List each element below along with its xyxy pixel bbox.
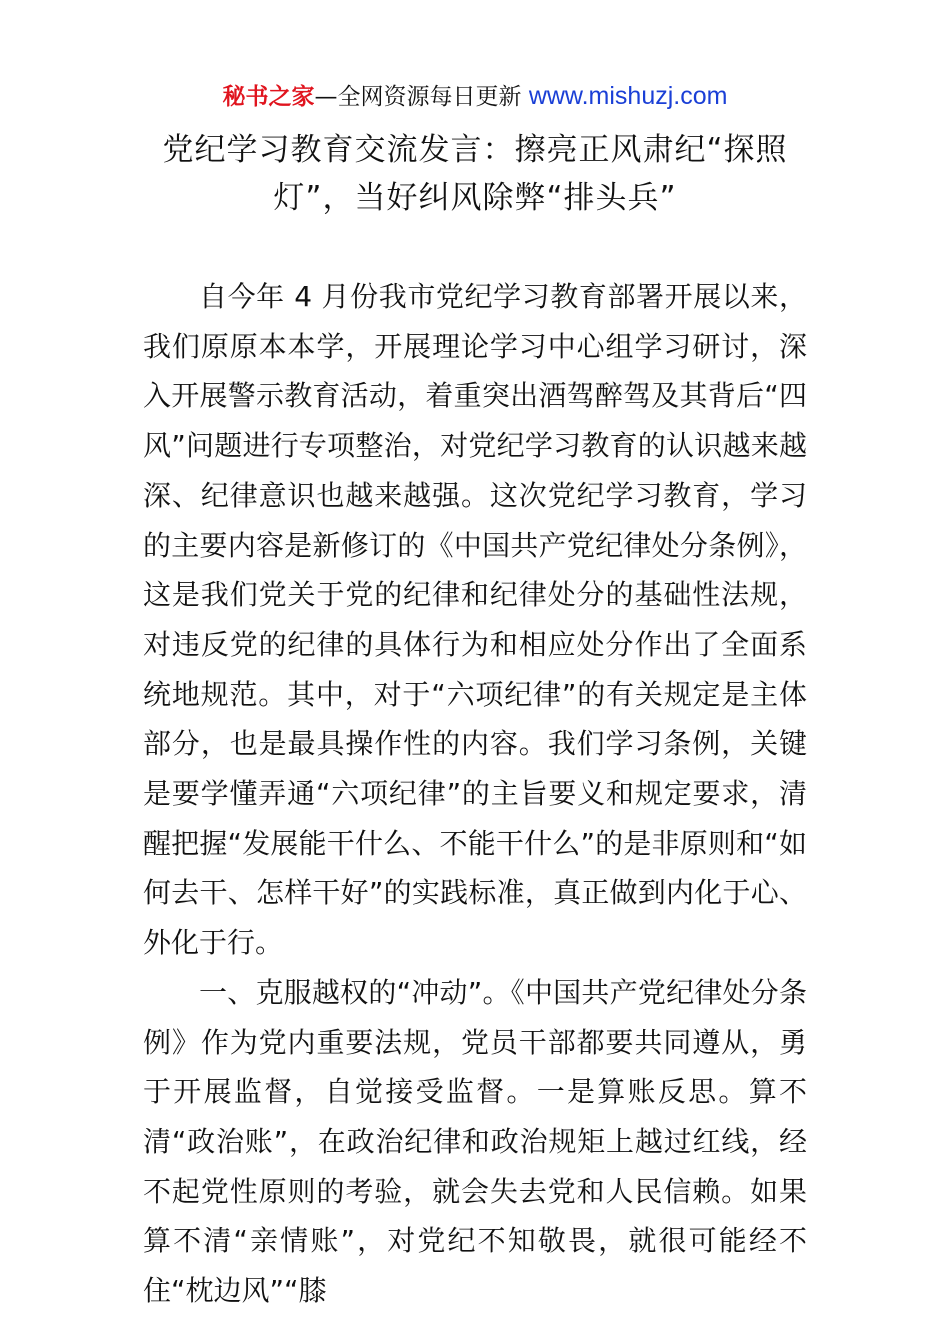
paragraph-intro: 自今年 4 月份我市党纪学习教育部署开展以来，我们原原本本学，开展理论学习中心组学习研讨，深入开展警示教育活动，着重突出酒驾醉驾及其背后“四风”问题进行专项整治，对党纪学习教育的认识越来越深、纪律意识也越来越强。这次党纪学习教育，学习的主要内容是新修订的《中国共产党纪律处分条例》，这是我们党关于党的纪律和纪律处分的基础性法规，对违反党的纪律的具体行为和相应处分作出了全面系统地规范。其中，对于“六项纪律”的有关规定是主体部分，也是最具操作性的内容。我们学习条例，关键是要学懂弄通“六项纪律”的主旨要义和规定要求，清醒把握“发展能干什么、不能干什么”的是非原则和“如何去干、怎样干好”的实践标准，真正做到内化于心、外化于行。 [143,280,807,960]
document-body [143,272,807,1316]
paragraph-section-one: 一、克服越权的“冲动”。《中国共产党纪律处分条例》作为党内重要法规，党员干部都要共同遵从，勇于开展监督，自觉接受监督。一是算账反思。算不清“政治账”，在政治纪律和政治规矩上越过红线，经不起党性原则的考验，就会失去党和人民信赖。如果算不清“亲情账”，对党纪不知敬畏，就很可能经不住“枕边风”“膝 [143,975,807,1308]
site-header [0,80,950,113]
site-url-link[interactable]: www.mishuzj.com [528,82,728,110]
document-title: 党纪学习教育交流发言：擦亮正风肃纪“探照灯”，当好纠风除弊“排头兵” [162,132,788,216]
site-brand: 秘书之家 [222,84,315,110]
site-tagline: —全网资源每日更新 [314,84,522,110]
